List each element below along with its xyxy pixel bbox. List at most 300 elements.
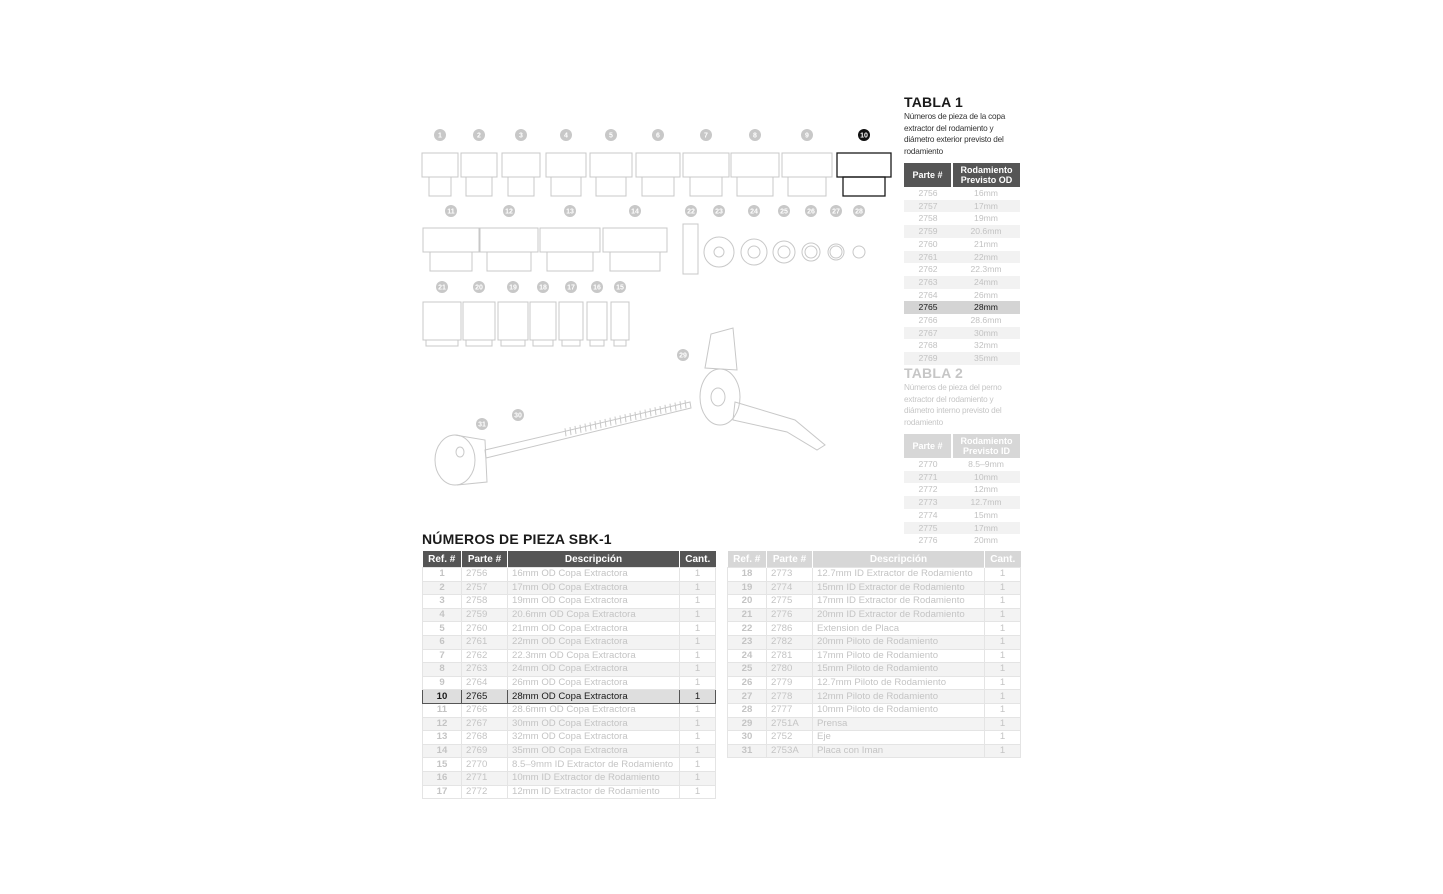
puller-body: [611, 302, 629, 340]
tabla1-row: [904, 339, 1020, 352]
cup-top: [731, 153, 779, 177]
parts-quantity: 1: [680, 758, 716, 772]
parts-part-number: 2762: [462, 649, 508, 663]
shaft-thread: [650, 408, 651, 416]
callout-6: [652, 129, 664, 141]
cup-top: [636, 153, 680, 177]
parts-left-header-parte: Parte #: [462, 551, 508, 568]
parts-description: 19mm OD Copa Extractora: [508, 595, 680, 609]
parts-part-number: 2774: [767, 581, 813, 595]
tabla1-row: [904, 200, 1020, 213]
tabla2-diameter: 20mm: [974, 535, 998, 546]
parts-quantity: 1: [985, 676, 1021, 690]
parts-description: 20mm Piloto de Rodamiento: [813, 635, 985, 649]
callout-label: 1: [438, 132, 442, 140]
tabla1-part-number: 2765: [904, 301, 952, 314]
parts-quantity: 1: [985, 595, 1021, 609]
callout-21: [436, 281, 448, 293]
callout-label: 7: [704, 132, 708, 140]
tabla1-part-number: 2756: [918, 188, 938, 198]
cup-bottom: [466, 177, 492, 196]
parts-row: [728, 731, 1021, 745]
parts-quantity: 1: [680, 744, 716, 758]
parts-description: 24mm OD Copa Extractora: [508, 663, 680, 677]
parts-quantity: 1: [680, 771, 716, 785]
parts-quantity: 1: [680, 717, 716, 731]
magnet-plate-hole: [456, 447, 464, 457]
parts-row: [423, 608, 716, 622]
parts-description: 35mm OD Copa Extractora: [508, 744, 680, 758]
cup-bottom: [843, 177, 885, 196]
tabla2-diameter: 12.7mm: [952, 496, 1020, 509]
tabla1-row: [904, 289, 1020, 302]
tabla1-diameter: 24mm: [952, 276, 1020, 289]
parts-row: [423, 581, 716, 595]
cup-bottom: [596, 177, 626, 196]
callout-label: 3: [519, 132, 523, 140]
parts-row: [728, 744, 1021, 758]
parts-row: [423, 731, 716, 745]
parts-description: 12mm ID Extractor de Rodamiento: [508, 785, 680, 799]
parts-list-title: NÚMEROS DE PIEZA SBK-1: [422, 531, 612, 547]
press-handle: [733, 402, 825, 450]
callout-16: [591, 281, 603, 293]
parts-quantity: 1: [985, 649, 1021, 663]
tabla2-diameter: 15mm: [974, 509, 998, 520]
cup-top: [423, 228, 479, 252]
parts-ref-number: 8: [423, 663, 462, 677]
parts-row: [423, 595, 716, 609]
parts-part-number: 2780: [767, 663, 813, 677]
parts-ref-number: 10: [423, 690, 462, 704]
callout-24: [748, 205, 760, 217]
parts-ref-number: 28: [728, 703, 767, 717]
parts-part-number: 2764: [462, 676, 508, 690]
parts-row: [728, 568, 1021, 582]
callout-7: [700, 129, 712, 141]
callout-22: [685, 205, 697, 217]
parts-row: [728, 581, 1021, 595]
parts-part-number: 2766: [462, 703, 508, 717]
parts-table-right: [727, 551, 1021, 758]
tabla1-row: [904, 327, 1020, 340]
parts-ref-number: 17: [423, 785, 462, 799]
parts-ref-number: 3: [423, 595, 462, 609]
parts-description: 26mm OD Copa Extractora: [508, 676, 680, 690]
parts-part-number: 2757: [462, 581, 508, 595]
puller-body: [559, 302, 583, 340]
callout-23: [713, 205, 725, 217]
callout-1: [434, 129, 446, 141]
parts-part-number: 2777: [767, 703, 813, 717]
parts-row: [423, 663, 716, 677]
parts-description: 17mm OD Copa Extractora: [508, 581, 680, 595]
shaft-thread: [565, 428, 566, 436]
callout-label: 16: [593, 284, 601, 292]
callout-10: [858, 129, 870, 141]
parts-ref-number: 6: [423, 635, 462, 649]
callout-15: [614, 281, 626, 293]
parts-ref-number: 30: [728, 731, 767, 745]
parts-description: 10mm ID Extractor de Rodamiento: [508, 771, 680, 785]
parts-ref-number: 22: [728, 622, 767, 636]
parts-ref-number: 25: [728, 663, 767, 677]
parts-part-number: 2765: [462, 690, 508, 704]
parts-description: Extension de Placa: [813, 622, 985, 636]
puller-tip: [562, 340, 580, 346]
cup-top: [502, 153, 540, 177]
callout-14: [629, 205, 641, 217]
magnet-plate-side: [455, 435, 487, 485]
parts-description: 16mm OD Copa Extractora: [508, 568, 680, 582]
parts-description: 12mm Piloto de Rodamiento: [813, 690, 985, 704]
tabla-2: [904, 366, 1020, 547]
cup-bottom: [487, 252, 531, 271]
shaft-thread: [610, 418, 611, 426]
parts-description: Eje: [813, 731, 985, 745]
callout-label: 21: [438, 284, 446, 292]
tabla2-part-number: 2774: [918, 509, 938, 520]
tabla2-row: [904, 509, 1020, 522]
tabla2-row: [904, 471, 1020, 484]
parts-ref-number: 13: [423, 731, 462, 745]
cup-bottom: [642, 177, 674, 196]
callout-label: 14: [631, 208, 639, 216]
parts-row: [728, 622, 1021, 636]
puller-tip: [590, 340, 604, 346]
parts-description: 20mm ID Extractor de Rodamiento: [813, 608, 985, 622]
pilot-ring: [853, 246, 865, 258]
parts-diagram: [415, 120, 895, 500]
callout-19: [507, 281, 519, 293]
tabla2-part-number: 2776: [918, 535, 938, 546]
tabla1-part-number: 2764: [918, 289, 938, 300]
callout-label: 26: [807, 208, 815, 216]
cup-bottom: [610, 252, 660, 271]
parts-ref-number: 24: [728, 649, 767, 663]
callout-label: 13: [566, 208, 574, 216]
tabla2-diameter: 17mm: [952, 522, 1020, 535]
parts-description: Placa con Iman: [813, 744, 985, 758]
pilot-ring-inner: [805, 246, 817, 258]
shaft-thread: [620, 415, 621, 423]
callout-label: 28: [855, 208, 863, 216]
cup-bottom: [690, 177, 722, 196]
tabla1-diameter: 16mm: [974, 188, 998, 198]
tabla1-diameter: 32mm: [974, 340, 998, 351]
parts-ref-number: 27: [728, 690, 767, 704]
parts-quantity: 1: [985, 744, 1021, 758]
tabla-1-title: TABLA 1: [904, 94, 963, 110]
parts-row: [423, 690, 716, 704]
parts-ref-number: 12: [423, 717, 462, 731]
parts-row: [423, 771, 716, 785]
shaft-thread: [670, 404, 671, 412]
tabla1-part-number: 2762: [918, 264, 938, 275]
callout-17: [565, 281, 577, 293]
extension-plate: [683, 224, 698, 274]
tabla2-row: [904, 483, 1020, 496]
parts-ref-number: 31: [728, 744, 767, 758]
parts-ref-number: 15: [423, 758, 462, 772]
cup-top: [540, 228, 600, 252]
parts-ref-number: 19: [728, 581, 767, 595]
parts-right-header-descripcion: Descripción: [813, 551, 985, 568]
callout-label: 29: [679, 352, 687, 360]
parts-quantity: 1: [985, 717, 1021, 731]
tabla1-row: [904, 187, 1020, 200]
parts-row: [728, 690, 1021, 704]
callout-18: [537, 281, 549, 293]
parts-row: [423, 744, 716, 758]
shaft-thread: [635, 412, 636, 420]
parts-quantity: 1: [680, 649, 716, 663]
parts-row: [423, 717, 716, 731]
tabla1-diameter: 19mm: [974, 213, 998, 224]
parts-description: 17mm Piloto de Rodamiento: [813, 649, 985, 663]
tabla1-diameter: 22.3mm: [970, 264, 1002, 275]
parts-part-number: 2768: [462, 731, 508, 745]
callout-25: [778, 205, 790, 217]
tabla1-part-number: 2767: [904, 327, 952, 340]
tabla2-diameter: 10mm: [952, 471, 1020, 484]
parts-row: [423, 568, 716, 582]
parts-row: [423, 785, 716, 799]
pilot-ring-inner: [830, 246, 842, 258]
parts-right-header-cant: Cant.: [985, 551, 1021, 568]
callout-9: [801, 129, 813, 141]
callout-4: [560, 129, 572, 141]
cup-top: [782, 153, 832, 177]
cup-bottom: [551, 177, 581, 196]
cup-top: [422, 153, 458, 177]
parts-description: 32mm OD Copa Extractora: [508, 731, 680, 745]
callout-12: [503, 205, 515, 217]
parts-part-number: 2778: [767, 690, 813, 704]
tabla1-part-number: 2763: [904, 276, 952, 289]
shaft-thread: [685, 400, 686, 408]
tabla1-diameter: 22mm: [952, 251, 1020, 264]
tabla2-diameter: 12mm: [974, 484, 998, 495]
parts-quantity: 1: [680, 568, 716, 582]
tabla1-diameter: 30mm: [952, 327, 1020, 340]
parts-description: 12.7mm Piloto de Rodamiento: [813, 676, 985, 690]
callout-label: 12: [505, 208, 513, 216]
pilot-ring: [741, 239, 767, 265]
shaft-thread: [665, 405, 666, 413]
tabla1-row: [904, 301, 1020, 314]
parts-ref-number: 21: [728, 608, 767, 622]
parts-quantity: 1: [985, 731, 1021, 745]
callout-label: 15: [616, 284, 624, 292]
press-body: [700, 369, 740, 425]
parts-quantity: 1: [985, 568, 1021, 582]
callout-3: [515, 129, 527, 141]
parts-part-number: 2758: [462, 595, 508, 609]
parts-right-header-ref: Ref. #: [728, 551, 767, 568]
parts-row: [728, 663, 1021, 677]
cup-top: [546, 153, 586, 177]
parts-part-number: 2756: [462, 568, 508, 582]
tabla1-part-number: 2761: [904, 251, 952, 264]
tabla1-part-number: 2758: [918, 213, 938, 224]
parts-quantity: 1: [680, 731, 716, 745]
tabla2-part-number: 2773: [904, 496, 952, 509]
parts-quantity: 1: [985, 608, 1021, 622]
puller-tip: [533, 340, 553, 346]
callout-label: 30: [514, 412, 522, 420]
shaft-thread: [600, 420, 601, 428]
callout-label: 24: [750, 208, 758, 216]
parts-row: [423, 676, 716, 690]
parts-row: [423, 703, 716, 717]
parts-description: 12.7mm ID Extractor de Rodamiento: [813, 568, 985, 582]
tabla1-diameter: 26mm: [974, 289, 998, 300]
callout-27: [830, 205, 842, 217]
callout-2: [473, 129, 485, 141]
parts-right-header-parte: Parte #: [767, 551, 813, 568]
tabla-2-description: Números de pieza del perno extractor del rodamiento y diámetro interno previsto del rodamiento: [904, 383, 1002, 427]
tabla1-diameter: 28mm: [952, 301, 1020, 314]
parts-part-number: 2760: [462, 622, 508, 636]
parts-ref-number: 4: [423, 608, 462, 622]
parts-description: 10mm Piloto de Rodamiento: [813, 703, 985, 717]
parts-row: [423, 758, 716, 772]
tabla2-row: [904, 496, 1020, 509]
parts-ref-number: 1: [423, 568, 462, 582]
tabla2-part-number: 2770: [918, 459, 938, 469]
parts-row: [728, 717, 1021, 731]
callout-label: 8: [753, 132, 757, 140]
callout-label: 22: [687, 208, 695, 216]
callout-label: 11: [447, 208, 455, 216]
parts-row: [728, 595, 1021, 609]
tabla-2-title: TABLA 2: [904, 365, 963, 381]
parts-description: 22mm OD Copa Extractora: [508, 635, 680, 649]
parts-part-number: 2763: [462, 663, 508, 677]
puller-tip: [501, 340, 525, 346]
parts-part-number: 2779: [767, 676, 813, 690]
puller-body: [463, 302, 495, 340]
callout-label: 25: [780, 208, 788, 216]
parts-part-number: 2771: [462, 771, 508, 785]
cup-bottom: [547, 252, 593, 271]
cup-bottom: [429, 177, 451, 196]
parts-quantity: 1: [680, 635, 716, 649]
parts-description: 28mm OD Copa Extractora: [508, 690, 680, 704]
callout-31: [476, 418, 488, 430]
tabla1-part-number: 2769: [904, 352, 952, 365]
shaft-thread: [680, 401, 681, 409]
parts-description: Prensa: [813, 717, 985, 731]
shaft-thread: [570, 427, 571, 435]
callout-label: 9: [805, 132, 809, 140]
parts-part-number: 2773: [767, 568, 813, 582]
puller-body: [587, 302, 607, 340]
callout-label: 19: [509, 284, 517, 292]
parts-quantity: 1: [680, 703, 716, 717]
cup-top: [461, 153, 497, 177]
callout-label: 4: [564, 132, 568, 140]
shaft-thread: [585, 424, 586, 432]
tabla1-row: [904, 263, 1020, 276]
callout-label: 27: [832, 208, 840, 216]
parts-quantity: 1: [985, 622, 1021, 636]
puller-body: [423, 302, 461, 340]
parts-quantity: 1: [680, 595, 716, 609]
tabla2-part-number: 2775: [904, 522, 952, 535]
callout-label: 17: [567, 284, 575, 292]
tabla1-row: [904, 276, 1020, 289]
shaft-thread: [625, 414, 626, 422]
shaft-thread: [595, 421, 596, 429]
tabla1-part-number: 2757: [904, 200, 952, 213]
parts-description: 8.5–9mm ID Extractor de Rodamiento: [508, 758, 680, 772]
callout-label: 31: [478, 421, 486, 429]
puller-tip: [614, 340, 626, 346]
parts-description: 28.6mm OD Copa Extractora: [508, 703, 680, 717]
parts-left-header-descripcion: Descripción: [508, 551, 680, 568]
parts-quantity: 1: [680, 663, 716, 677]
parts-row: [728, 649, 1021, 663]
parts-part-number: 2759: [462, 608, 508, 622]
parts-part-number: 2782: [767, 635, 813, 649]
shaft-thread: [590, 422, 591, 430]
callout-label: 10: [860, 132, 868, 140]
tabla2-part-number: 2771: [904, 471, 952, 484]
callout-30: [512, 409, 524, 421]
tabla1-diameter: 35mm: [952, 352, 1020, 365]
cup-bottom: [788, 177, 826, 196]
tabla2-row: [904, 534, 1020, 547]
parts-description: 22.3mm OD Copa Extractora: [508, 649, 680, 663]
shaft-thread: [580, 425, 581, 433]
tabla1-diameter: 21mm: [974, 238, 998, 249]
magnet-plate: [435, 435, 475, 485]
tabla2-row: [904, 522, 1020, 535]
callout-28: [853, 205, 865, 217]
parts-left-header-cant: Cant.: [680, 551, 716, 568]
shaft-thread: [640, 411, 641, 419]
tabla1-part-number: 2759: [904, 225, 952, 238]
parts-ref-number: 20: [728, 595, 767, 609]
parts-part-number: 2769: [462, 744, 508, 758]
puller-body: [498, 302, 528, 340]
tabla2-part-number: 2772: [918, 484, 938, 495]
press-hole: [711, 388, 725, 406]
parts-ref-number: 11: [423, 703, 462, 717]
parts-row: [728, 703, 1021, 717]
parts-table-left: [422, 551, 716, 799]
parts-ref-number: 16: [423, 771, 462, 785]
cup-top: [590, 153, 632, 177]
parts-quantity: 1: [985, 703, 1021, 717]
parts-part-number: 2753A: [767, 744, 813, 758]
pilot-ring: [773, 241, 795, 263]
shaft-thread: [655, 407, 656, 415]
tabla-2-header-id: Rodamiento Previsto ID: [952, 434, 1020, 458]
parts-part-number: 2786: [767, 622, 813, 636]
tabla1-diameter: 17mm: [952, 200, 1020, 213]
tabla1-diameter: 20.6mm: [952, 225, 1020, 238]
cup-bottom: [508, 177, 534, 196]
callout-label: 23: [715, 208, 723, 216]
parts-ref-number: 23: [728, 635, 767, 649]
parts-ref-number: 7: [423, 649, 462, 663]
tabla1-row: [904, 238, 1020, 251]
callout-26: [805, 205, 817, 217]
cup-bottom: [737, 177, 773, 196]
